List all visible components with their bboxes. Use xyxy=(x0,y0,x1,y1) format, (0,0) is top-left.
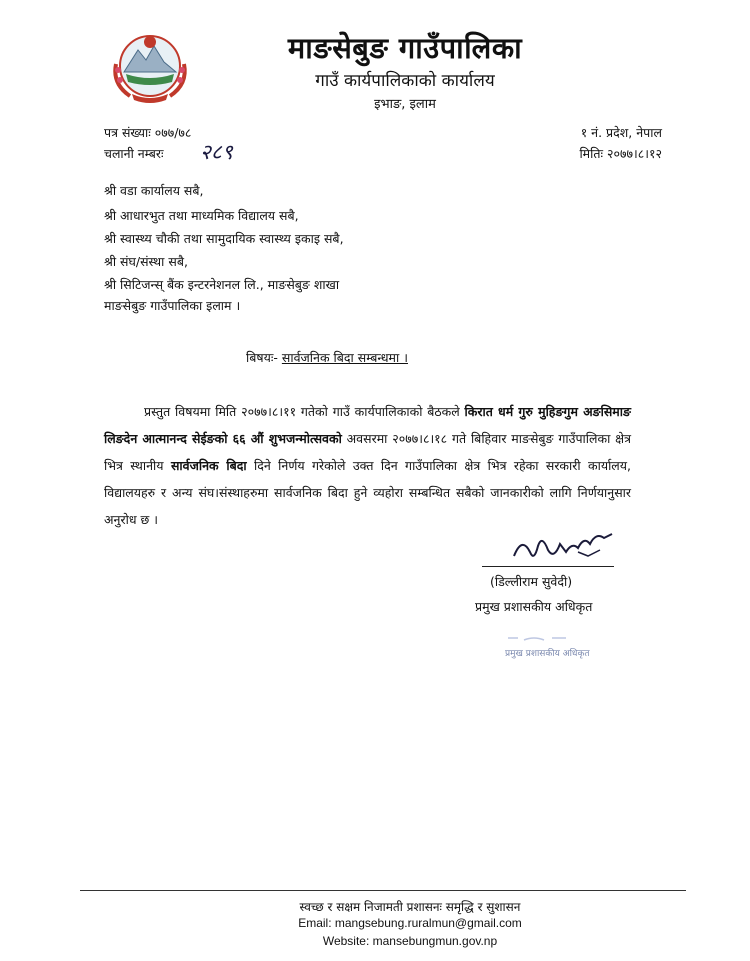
letter-date: मितिः २०७७।८।१२ xyxy=(579,146,662,161)
body-text: अवसरमा २०७७।८।१८ गते बिहिवार माङसेबुङ गाउँपालिका क्षेत्र भित्र स्थानीय xyxy=(104,431,631,473)
province: १ नं. प्रदेश, नेपाल xyxy=(580,125,662,140)
footer-email: Email: mangsebung.ruralmun@gmail.com xyxy=(298,916,522,930)
addressee-line: माङसेबुङ गाउँपालिका इलाम । xyxy=(104,298,241,313)
letter-number: पत्र संख्याः ०७७/७८ xyxy=(104,125,192,140)
body-text: प्रस्तुत विषयमा मिति २०७७।८।११ गतेको गाउँ कार्यपालिकाको बैठकले xyxy=(144,404,460,419)
office-name: गाउँ कार्यपालिकाको कार्यालय xyxy=(315,71,495,91)
signature-mark xyxy=(508,522,618,568)
signatory-title: प्रमुख प्रशासकीय अधिकृत xyxy=(475,599,593,614)
addressee-line: श्री संघ/संस्था सबै, xyxy=(104,254,188,269)
office-location: इभाङ, इलाम xyxy=(374,97,436,112)
letter-body xyxy=(104,398,631,533)
footer-divider xyxy=(80,890,686,891)
subject-text: सार्वजनिक बिदा सम्बन्धमा । xyxy=(281,350,408,365)
addressee-line: श्री सिटिजन्स् बैंक इन्टरनेशनल लि., माङसेबुङ शाखा xyxy=(104,277,340,292)
addressee-line: श्री आधारभुत तथा माध्यमिक विद्यालय सबै, xyxy=(104,208,299,223)
body-text-bold: किरात धर्म गुरु मुहिङगुम अङसिमाङ लिङदेन आत्मानन्द सेईङको ६६ औं शुभजन्मोत्सवको xyxy=(104,404,631,446)
stamp-text: प्रमुख प्रशासकीय अधिकृत xyxy=(505,649,590,659)
footer-motto: स्वच्छ र सक्षम निजामती प्रशासनः समृद्धि र सुशासन xyxy=(299,900,521,914)
signatory-name: (डिल्लीराम सुवेदी) xyxy=(490,574,573,589)
addressee-line: श्री वडा कार्यालय सबै, xyxy=(104,183,204,198)
body-text-bold: सार्वजनिक बिदा xyxy=(170,458,247,473)
org-name: माङसेबुङ गाउँपालिका xyxy=(287,31,523,65)
body-text: दिने निर्णय गरेकोले उक्त दिन गाउँपालिका क्षेत्र भित्र रहेका सरकारी कार्यालय, विद्यालयहरु र अन्य संघ।संस्थाहरुमा सार्वजनिक बिदा हुने व्यहोरा सम्बन्धित सबैको जानकारीको लागि निर्णयानुसार अनुरोध छ । xyxy=(104,458,632,527)
dispatch-number-label: चलानी नम्बरः xyxy=(104,146,164,161)
addressee-line: श्री स्वास्थ्य चौकी तथा सामुदायिक स्वास्थ्य इकाइ सबै, xyxy=(104,231,344,246)
dispatch-number-value: २८९ xyxy=(200,140,233,164)
subject-label: बिषयः- xyxy=(246,350,278,365)
footer-website: Website: mansebungmun.gov.np xyxy=(322,934,498,948)
signature-line xyxy=(482,566,614,567)
subject-line xyxy=(246,349,408,366)
